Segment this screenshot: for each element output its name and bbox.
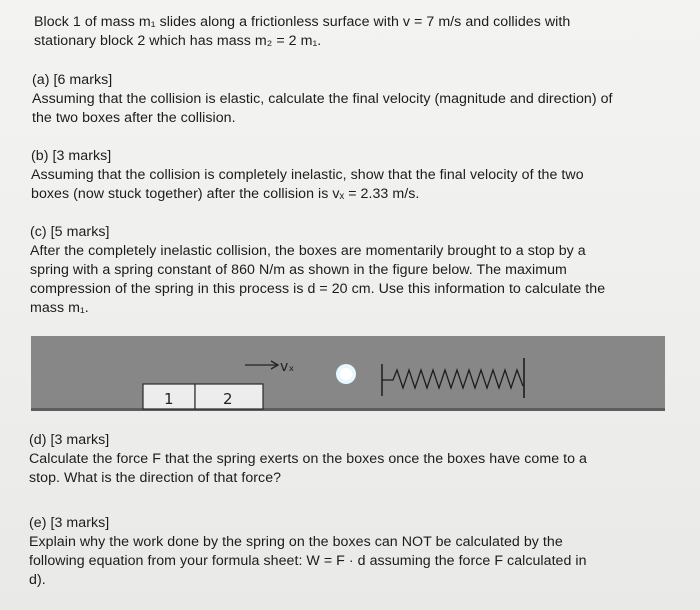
part-a-line-2: the two boxes after the collision. <box>32 110 236 126</box>
part-e <box>29 514 587 590</box>
part-a-line-1: Assuming that the collision is elastic, calculate the final velocity (magnitude and direction) of <box>32 91 613 107</box>
intro-paragraph <box>34 13 570 51</box>
velocity-label: vₓ <box>280 359 295 375</box>
part-c <box>30 223 605 318</box>
intro-line-2: stationary block 2 which has mass m₂ = 2 m₁. <box>34 33 322 49</box>
part-d-line-1: Calculate the force F that the spring exerts on the boxes once the boxes have come to a <box>29 451 587 467</box>
part-c-line-2: spring with a spring constant of 860 N/m as shown in the figure below. The maximum <box>30 262 567 278</box>
part-e-line-2: following equation from your formula sheet: W = F · d assuming the force F calculated in <box>29 553 587 569</box>
part-b-line-2: boxes (now stuck together) after the collision is vₓ = 2.33 m/s. <box>31 186 420 202</box>
part-d-header: (d) [3 marks] <box>29 432 110 448</box>
figure-drawing <box>31 336 665 411</box>
part-c-line-4: mass m₁. <box>30 300 89 316</box>
part-b <box>31 147 584 204</box>
spring <box>382 370 523 388</box>
part-c-line-1: After the completely inelastic collision, the boxes are momentarily brought to a stop by a <box>30 243 586 259</box>
part-d <box>29 431 587 488</box>
part-a-header: (a) [6 marks] <box>32 72 113 88</box>
part-b-header: (b) [3 marks] <box>31 148 112 164</box>
part-b-line-1: Assuming that the collision is completely inelastic, show that the final velocity of the two <box>31 167 584 183</box>
light-glare-core <box>340 368 352 380</box>
part-c-line-3: compression of the spring in this process is d = 20 cm. Use this information to calculate the <box>30 281 606 297</box>
part-e-line-3: d). <box>29 572 46 588</box>
part-e-header: (e) [3 marks] <box>29 515 110 531</box>
part-e-line-1: Explain why the work done by the spring on the boxes can NOT be calculated by the <box>29 534 563 550</box>
part-d-line-2: stop. What is the direction of that force? <box>29 470 282 486</box>
block-2-label: 2 <box>223 390 233 408</box>
intro-line-1: Block 1 of mass m₁ slides along a frictionless surface with v = 7 m/s and collides with <box>34 14 571 30</box>
block-1-label: 1 <box>164 390 174 408</box>
collision-figure <box>31 336 665 411</box>
part-a <box>32 71 613 128</box>
part-c-header: (c) [5 marks] <box>30 224 110 240</box>
